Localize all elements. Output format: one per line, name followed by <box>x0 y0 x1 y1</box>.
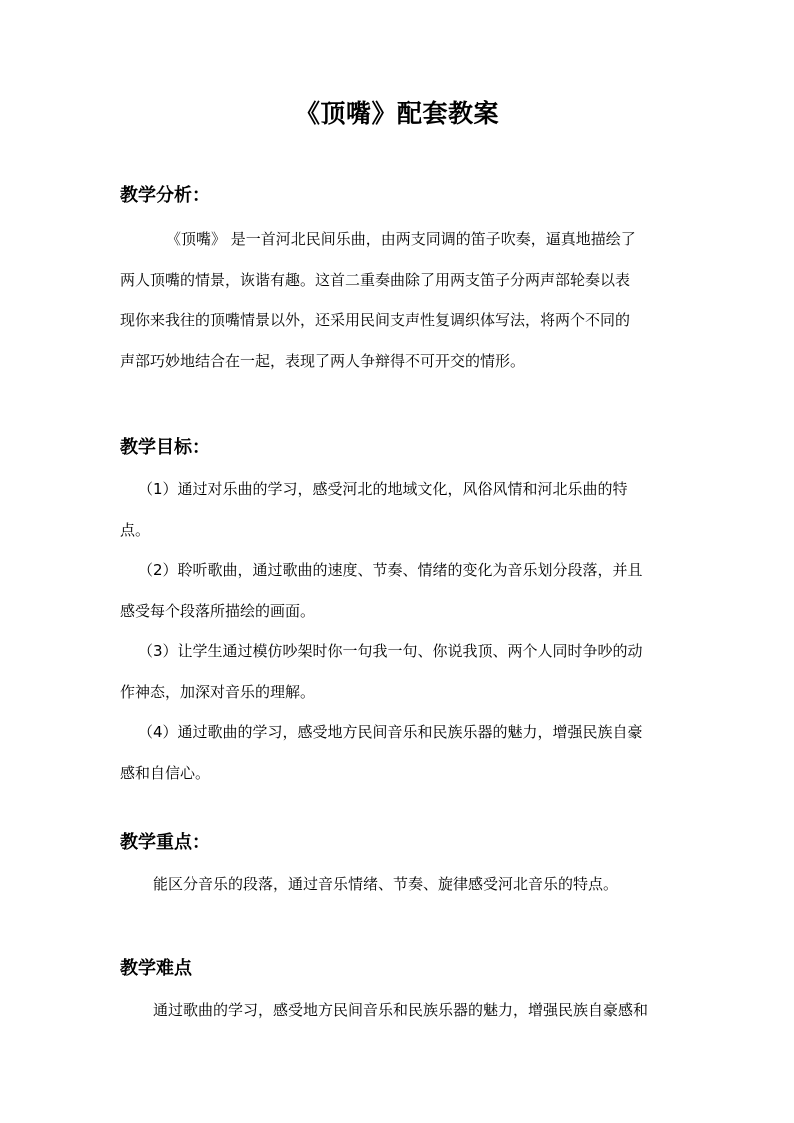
goals-list <box>120 469 680 793</box>
goal-item-2-line2: 感受每个段落所描绘的画面。 <box>120 601 316 620</box>
focus-paragraph <box>120 864 680 905</box>
goal-item-4-line2: 感和自信心。 <box>120 763 211 782</box>
difficulty-paragraph <box>120 990 680 1031</box>
analysis-heading: 教学分析： <box>120 185 210 206</box>
analysis-paragraph <box>120 219 680 381</box>
goal-item-4-line1: （4）通过歌曲的学习，感受地方民间音乐和民族乐器的魅力，增强民族自豪 <box>138 723 643 741</box>
goal-item-3-line2: 作神态，加深对音乐的理解。 <box>120 682 316 701</box>
analysis-line: 两人顶嘴的情景，诙谐有趣。这首二重奏曲除了用两支笛子分两声部轮奏以表 <box>120 270 631 289</box>
analysis-line: 《顶嘴》 是一首河北民间乐曲，由两支同调的笛子吹奏，逼真地描绘了 <box>166 230 636 248</box>
difficulty-text: 通过歌曲的学习，感受地方民间音乐和民族乐器的魅力，增强民族自豪感和 <box>153 1001 649 1019</box>
difficulty-heading: 教学难点 <box>120 958 192 979</box>
focus-text: 能区分音乐的段落，通过音乐情绪、节奏、旋律感受河北音乐的特点。 <box>153 875 619 893</box>
goal-item-3-line1: （3）让学生通过模仿吵架时你一句我一句、你说我顶、两个人同时争吵的动 <box>138 642 643 660</box>
focus-heading: 教学重点： <box>120 832 210 853</box>
analysis-line: 现你来我往的顶嘴情景以外，还采用民间支声性复调织体写法，将两个不同的 <box>120 311 631 329</box>
goals-heading: 教学目标： <box>120 437 210 458</box>
analysis-line: 声部巧妙地结合在一起，表现了两人争辩得不可开交的情形。 <box>120 351 526 370</box>
goal-item-2-line1: （2）聆听歌曲，通过歌曲的速度、节奏、情绪的变化为音乐划分段落，并且 <box>138 561 643 579</box>
document-title: 《顶嘴》配套教案 <box>294 99 499 128</box>
goal-item-1-line1: （1）通过对乐曲的学习，感受河北的地域文化，风俗风情和河北乐曲的特 <box>138 480 628 498</box>
goal-item-1-line2: 点。 <box>120 520 151 539</box>
